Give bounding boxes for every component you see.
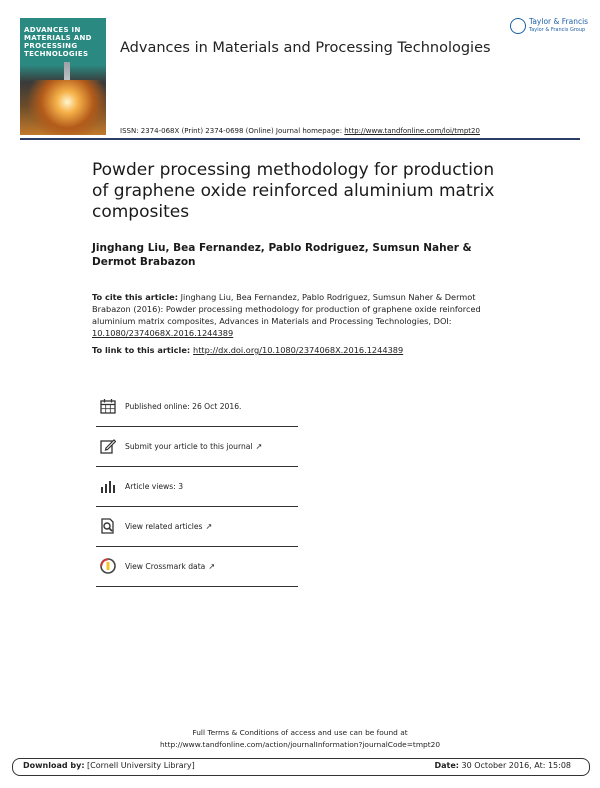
submit-text[interactable]: Submit your article to this journal	[125, 442, 253, 451]
link-label: To link to this article:	[92, 345, 193, 355]
journal-homepage-link[interactable]: http://www.tandfonline.com/loi/tmpt20	[344, 127, 480, 135]
cover-title: ADVANCES IN MATERIALS AND PROCESSING TECHNOLOGIES	[24, 26, 92, 58]
header-divider	[20, 138, 580, 140]
related-text-wrap	[125, 522, 212, 531]
download-date-label: Date:	[434, 761, 459, 770]
external-link-icon: ↗	[205, 522, 213, 531]
submit-text-wrap	[125, 442, 262, 451]
logo-circle-icon	[510, 18, 526, 34]
external-link-icon: ↗	[208, 562, 216, 571]
download-date-value: 30 October 2016, At: 15:08	[458, 761, 571, 770]
views-row	[96, 466, 298, 507]
bar-chart-icon	[100, 478, 116, 494]
article-authors: Jinghang Liu, Bea Fernandez, Pablo Rodriguez, Sumsun Naher & Dermot Brabazon	[92, 242, 472, 268]
logo-subtext: Taylor & Francis Group	[529, 27, 586, 33]
search-document-icon	[100, 518, 116, 534]
calendar-icon	[100, 398, 116, 414]
edit-icon	[100, 438, 116, 454]
download-by	[23, 761, 195, 770]
link-block	[92, 344, 512, 356]
article-url-link[interactable]: http://dx.doi.org/10.1080/2374068X.2016.1244389	[193, 345, 404, 355]
terms-line-1: Full Terms & Conditions of access and use can be found at	[192, 728, 408, 737]
issn-text: ISSN: 2374-068X (Print) 2374-0698 (Online) Journal homepage:	[120, 127, 345, 135]
crossmark-row[interactable]	[96, 546, 298, 587]
views-text: Article views: 3	[125, 482, 184, 491]
citation-block	[92, 291, 512, 339]
terms-block	[0, 727, 600, 751]
download-info-bar	[12, 758, 590, 776]
cite-text: Jinghang Liu, Bea Fernandez, Pablo Rodriguez, Sumsun Naher & Dermot Brabazon (2016): Powder processing methodology for production of graphene oxide reinforced aluminium matrix composites, Advances in Materials and Processing Technologies, DOI:	[92, 292, 481, 326]
external-link-icon: ↗	[255, 442, 263, 451]
journal-cover-image	[20, 18, 106, 135]
logo-text: Taylor & Francis	[529, 17, 589, 26]
terms-url-link[interactable]: http://www.tandfonline.com/action/journalInformation?journalCode=tmpt20	[159, 740, 441, 749]
cite-label: To cite this article:	[92, 292, 178, 302]
download-date	[434, 761, 571, 770]
publisher-logo[interactable]	[510, 16, 589, 38]
related-text[interactable]: View related articles	[125, 522, 203, 531]
issn-line	[120, 127, 480, 135]
crossmark-text-wrap	[125, 562, 215, 571]
submit-row[interactable]	[96, 426, 298, 467]
doi-link[interactable]: 10.1080/2374068X.2016.1244389	[92, 328, 234, 338]
cover-spark-flare	[20, 80, 106, 135]
article-title: Powder processing methodology for production of graphene oxide reinforced aluminium matrix composites	[92, 160, 495, 222]
download-by-value: [Cornell University Library]	[84, 761, 195, 770]
crossmark-text[interactable]: View Crossmark data	[125, 562, 206, 571]
crossmark-icon	[100, 558, 116, 574]
published-row	[96, 386, 298, 427]
journal-title: Advances in Materials and Processing Technologies	[120, 40, 491, 56]
published-text: Published online: 26 Oct 2016.	[125, 402, 242, 411]
related-row[interactable]	[96, 506, 298, 547]
download-by-label: Download by:	[23, 761, 85, 770]
